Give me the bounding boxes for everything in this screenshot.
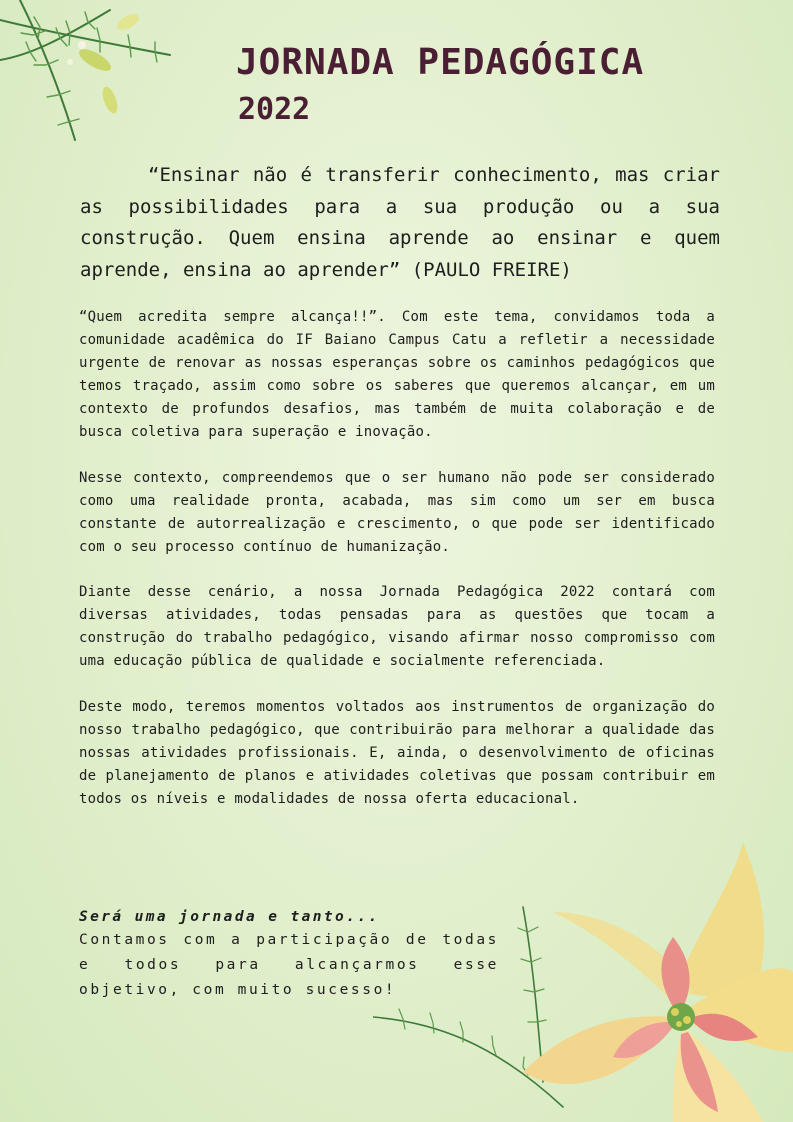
- paragraph-theme: “Quem acredita sempre alcança!!”. Com este tema, convidamos toda a comunidade acadêmica do IF Baiano Campus Catu a refletir a necessidade urgente de renovar as nossas esperanças sobre os caminhos pedagógicos que temos traçado, assim como sobre os saberes que queremos alcançar, em um contexto de profundos desafios, mas também de muita colaboração e de busca coletiva para superação e inovação.: [79, 309, 715, 440]
- closing-highlight: Será uma jornada e tanto...: [79, 909, 380, 925]
- paragraph-context: Nesse contexto, compreendemos que o ser humano não pode ser considerado como uma realidade pronta, acabada, mas sim como um ser em busca constante de autorrealização e crescimento, o que pode ser identificado com o seu processo contínuo de humanização.: [79, 469, 715, 555]
- closing-section: [79, 906, 499, 1003]
- paulo-freire-quote: “Ensinar não é transferir conhecimento, mas criar as possibilidades para a sua produção ou a sua construção. Quem ensina aprende ao ensinar e quem aprende, ensina ao aprender” (PAULO FREIRE): [80, 164, 720, 281]
- page-year: 2022: [238, 92, 311, 127]
- page-title: JORNADA PEDAGÓGICA: [236, 42, 645, 83]
- closing-text: Contamos com a participação de todas e todos para alcançarmos esse objetivo, com muito sucesso!: [79, 932, 499, 998]
- paragraph-workshops: Deste modo, teremos momentos voltados aos instrumentos de organização do nosso trabalho pedagógico, que contribuirão para melhorar a qualidade das nossas atividades profissionais. E, ainda, o desenvolvimento de oficinas de planejamento de planos e atividades coletivas que possam contribuir em todos os níveis e modalidades de nossa oferta educacional.: [79, 698, 715, 807]
- body-text: [79, 306, 715, 833]
- pine-branch-icon: [0, 0, 190, 150]
- paragraph-activities: Diante desse cenário, a nossa Jornada Pedagógica 2022 contará com diversas atividades, todas pensadas para as questões que tocam a construção do trabalho pedagógico, visando afirmar nosso compromisso com uma educação pública de qualidade e socialmente referenciada.: [79, 584, 715, 669]
